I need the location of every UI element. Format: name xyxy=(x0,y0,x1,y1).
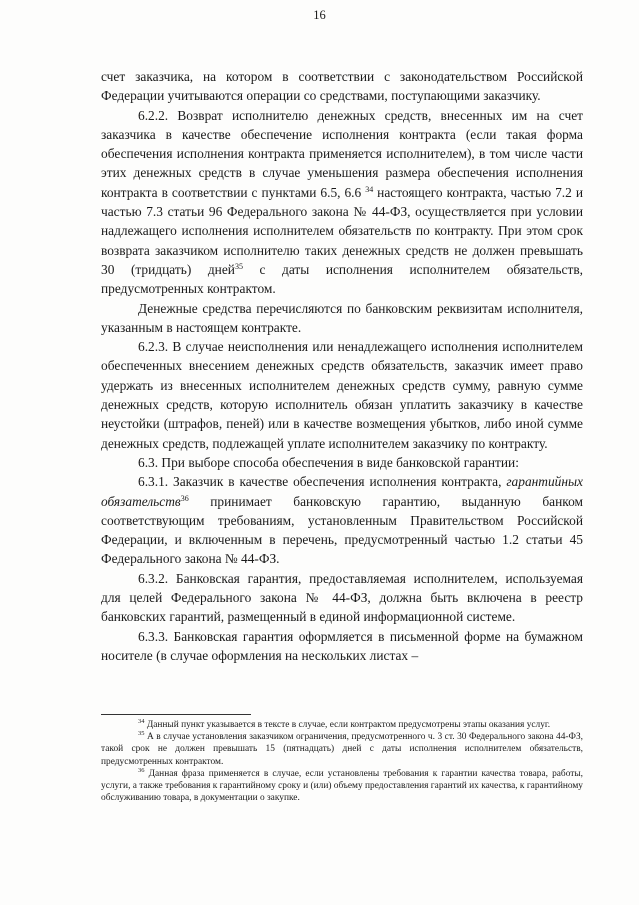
footnote-34 xyxy=(101,719,583,731)
footnote-text: А в случае установления заказчиком ограничения, предусмотренного ч. 3 ст. 30 Федерального закона 44-ФЗ, такой срок не должен превышать 15 (пятнадцать) дней с даты исполнения исполнителем обязательств, предусмотренных контрактом. xyxy=(101,732,583,767)
paragraph-6-3-1 xyxy=(101,472,583,568)
footnote-text: Данная фраза применяется в случае, если установлены требования к гарантии качества товара, работы, услуги, а также требования к гарантийному сроку и (или) объему предоставления гарантий их качества, к гарантийному обслуживанию товара, в документации о закупке. xyxy=(101,768,583,804)
footnotes xyxy=(101,719,583,804)
paragraph-6-3-2: 6.3.2. Банковская гарантия, предоставляемая исполнителем, используемая для целей Федерального закона № 44-ФЗ, должна быть включена в реестр банковских гарантий, размещенный в единой информационной системе. xyxy=(101,570,583,625)
paragraph-6-3-1-italic: гарантийных обязательств xyxy=(101,474,583,509)
footnote-number: 34 xyxy=(138,718,145,725)
footnote-35 xyxy=(101,731,583,768)
footnote-36 xyxy=(101,768,583,805)
footnote-ref-35[interactable]: 35 xyxy=(234,261,243,271)
paragraph-account: счет заказчика, на котором в соответствии с законодательством Российской Федерации учитываются операции со средствами, поступающими заказчику. xyxy=(101,69,583,104)
paragraph-6-3-1-text-a: 6.3.1. Заказчик в качестве обеспечения исполнения контракта, xyxy=(138,474,502,490)
paragraph-6-2-3: 6.2.3. В случае неисполнения или ненадлежащего исполнения исполнителем обеспеченных внесением денежных средств обязательств, заказчик имеет право удержать из внесенных исполнителем денежных средств сумму, равную сумме денежных средств, которую исполнитель обязан уплатить заказчику в качестве неустойки (штрафов, пеней) или в качестве возмещения убытков, либо иной сумме денежных средств, подлежащей уплате исполнителем заказчику по контракту. xyxy=(101,339,583,451)
paragraph-6-3: 6.3. При выборе способа обеспечения в виде банковской гарантии: xyxy=(138,454,519,470)
footnote-divider xyxy=(101,714,251,715)
paragraph-6-3-3: 6.3.3. Банковская гарантия оформляется в письменной форме на бумажном носителе (в случае оформления на нескольких листах – xyxy=(101,628,583,663)
footnote-number: 36 xyxy=(138,766,145,774)
footnote-text: Данный пункт указывается в тексте в случае, если контрактом предусмотрены этапы оказания услуг. xyxy=(144,720,551,730)
document-body xyxy=(101,67,583,665)
paragraph-6-2-2-text-b: настоящего контракта, частью 7.2 и частью 7.3 статьи 96 Федерального закона № 44-ФЗ, осуществляется при условии надлежащего исполнения исполнителем обязательств по контракту. При этом срок возврата заказчиком исполнителю таких денежных средств не должен превышать 30 (тридцать) дней xyxy=(101,184,583,277)
footnote-ref-36[interactable]: 36 xyxy=(180,493,189,503)
paragraph-6-2-2-text-c: с даты исполнения исполнителем обязательств, предусмотренных контрактом. xyxy=(101,261,583,297)
paragraph-6-2-2 xyxy=(101,106,583,299)
footnote-number: 35 xyxy=(138,730,145,738)
footnote-ref-34[interactable]: 34 xyxy=(365,184,374,194)
page-number: 16 xyxy=(313,8,326,22)
paragraph-bank-details: Денежные средства перечисляются по банковским реквизитам исполнителя, указанным в настоящем контракте. xyxy=(101,300,583,335)
paragraph-6-2-2-text-a: 6.2.2. Возврат исполнителю денежных средств, внесенных им на счет заказчика в качестве обеспечение исполнения контракта (если такая форма обеспечения исполнения контракта применяется исполнителем), в том числе части этих денежных средств в случае уменьшения размера обеспечения исполнения контракта в соответствии с пунктами 6.5, 6.6 xyxy=(101,107,583,200)
paragraph-6-3-1-text-b: принимает банковскую гарантию, выданную банком соответствующим требованиям, установленным Правительством Российской Федерации, и включенным в перечень, предусмотренный частью 1.2 статьи 45 Федерального закона № 44-ФЗ. xyxy=(101,493,583,567)
